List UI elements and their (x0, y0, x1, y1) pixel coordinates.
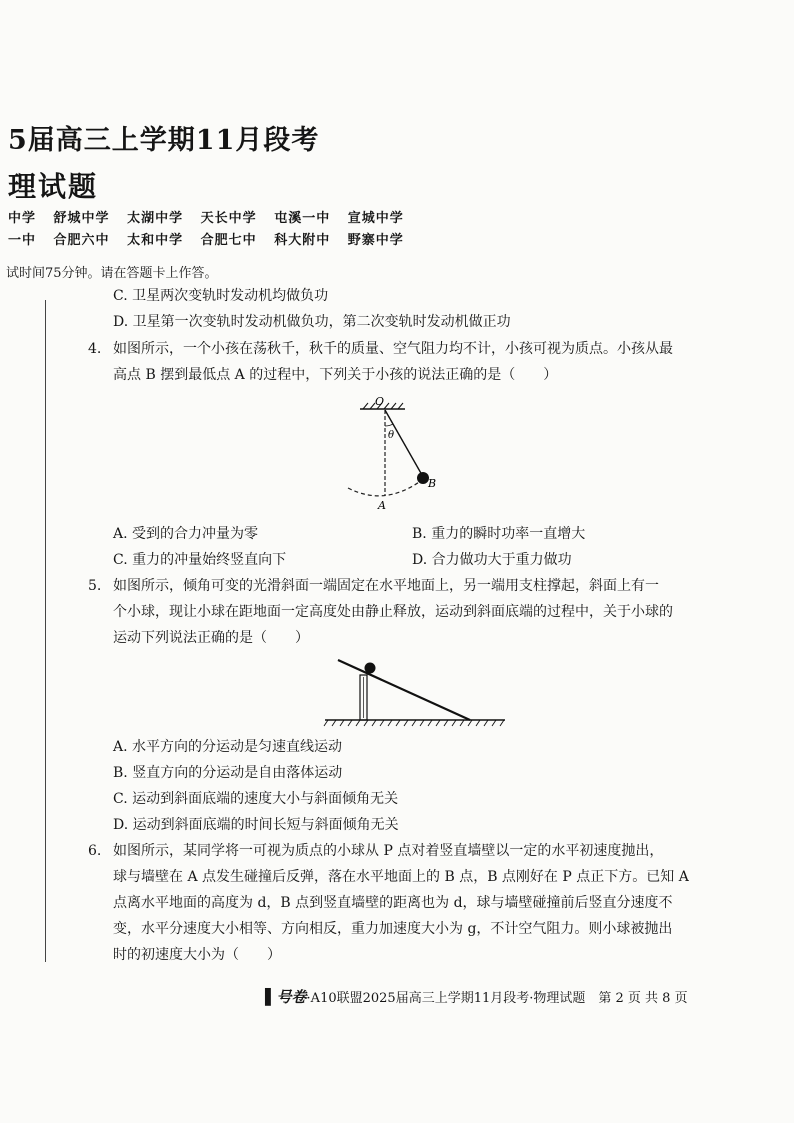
q6-stem-line3: 点离水平地面的高度为 d，B 点到竖直墙壁的距离也为 d，球与墙壁碰撞前后竖直分速度不 (113, 895, 673, 911)
exam-title-line1: 5届高三上学期11月段考 (8, 125, 320, 156)
q5-option-b: B. 竖直方向的分运动是自由落体运动 (113, 765, 343, 781)
exam-title-line2: 理试题 (8, 170, 99, 203)
school-name: 舒城中学 (53, 211, 110, 226)
q5-option-a: A. 水平方向的分运动是匀速直线运动 (113, 739, 343, 755)
school-name: 屯溪一中 (274, 211, 331, 226)
q6-stem-line2: 球与墙壁在 A 点发生碰撞后反弹，落在水平地面上的 B 点，B 点刚好在 P 点正下方。已知 A (113, 869, 689, 885)
q6-stem-line5: 时的初速度大小为（ ） (113, 947, 281, 963)
school-name: 野寨中学 (347, 233, 404, 248)
q4-stem-line1: 如图所示，一个小孩在荡秋千，秋千的质量、空气阻力均不计，小孩可视为质点。小孩从最 (113, 341, 673, 357)
exam-instructions: 试时间75分钟。请在答题卡上作答。 (6, 266, 218, 281)
school-name: 宣城中学 (347, 211, 404, 226)
angle-arc (385, 424, 393, 426)
binding-margin-line (45, 300, 46, 962)
school-name: 太和中学 (127, 233, 184, 248)
school-name: 合肥六中 (53, 233, 110, 248)
swing-rope (385, 410, 422, 475)
q6-stem-line1: 如图所示，某同学将一可视为质点的小球从 P 点对着竖直墙壁以一定的水平初速度抛出， (113, 843, 664, 859)
page-footer (265, 986, 688, 1007)
q5-stem-line3: 运动下列说法正确的是（ ） (113, 630, 309, 646)
q6-stem-line4: 变，水平分速度大小相等、方向相反，重力加速度大小为 g，不计空气阻力。则小球被抛出 (113, 921, 673, 937)
ground (324, 720, 505, 726)
q4-option-b: B. 重力的瞬时功率一直增大 (412, 526, 586, 542)
q4-option-d: D. 合力做功大于重力做功 (412, 552, 572, 568)
q4-number: 4. (88, 341, 102, 357)
q3-option-c: C. 卫星两次变轨时发动机均做负功 (113, 288, 329, 304)
q4-option-a: A. 受到的合力冲量为零 (113, 526, 259, 542)
incline-diagram (320, 654, 510, 732)
ball (365, 663, 376, 674)
school-name: 中学 (8, 211, 37, 226)
school-list-row1 (8, 207, 416, 226)
pendulum-diagram (330, 392, 450, 514)
q3-option-d: D. 卫星第一次变轨时发动机做负功，第二次变轨时发动机做正功 (113, 314, 511, 330)
footer-text: ·A10联盟2025届高三上学期11月段考·物理试题 第 2 页 共 8 页 (306, 991, 688, 1006)
q5-option-d: D. 运动到斜面底端的时间长短与斜面倾角无关 (113, 817, 399, 833)
q6-number: 6. (88, 843, 102, 859)
label-a: A (378, 499, 386, 512)
q5-option-c: C. 运动到斜面底端的速度大小与斜面倾角无关 (113, 791, 399, 807)
school-list-row2 (8, 229, 416, 248)
label-o: O (375, 395, 385, 408)
label-b: B (428, 477, 437, 490)
label-theta: θ (388, 430, 395, 441)
q4-option-c: C. 重力的冲量始终竖直向下 (113, 552, 287, 568)
incline-plane (338, 660, 470, 720)
school-name: 天长中学 (200, 211, 257, 226)
school-name: 科大附中 (274, 233, 331, 248)
q5-stem-line1: 如图所示，倾角可变的光滑斜面一端固定在水平地面上，另一端用支柱撑起，斜面上有一 (113, 578, 659, 594)
school-name: 一中 (8, 233, 37, 248)
publisher-mark: ▌号卷 (265, 988, 307, 1006)
school-name: 合肥七中 (200, 233, 257, 248)
q4-stem-line2: 高点 B 摆到最低点 A 的过程中，下列关于小孩的说法正确的是（ ） (113, 367, 558, 383)
q5-stem-line2: 个小球，现让小球在距地面一定高度处由静止释放，运动到斜面底端的过程中，关于小球的 (113, 604, 673, 620)
q5-number: 5. (88, 578, 102, 594)
school-name: 太湖中学 (127, 211, 184, 226)
